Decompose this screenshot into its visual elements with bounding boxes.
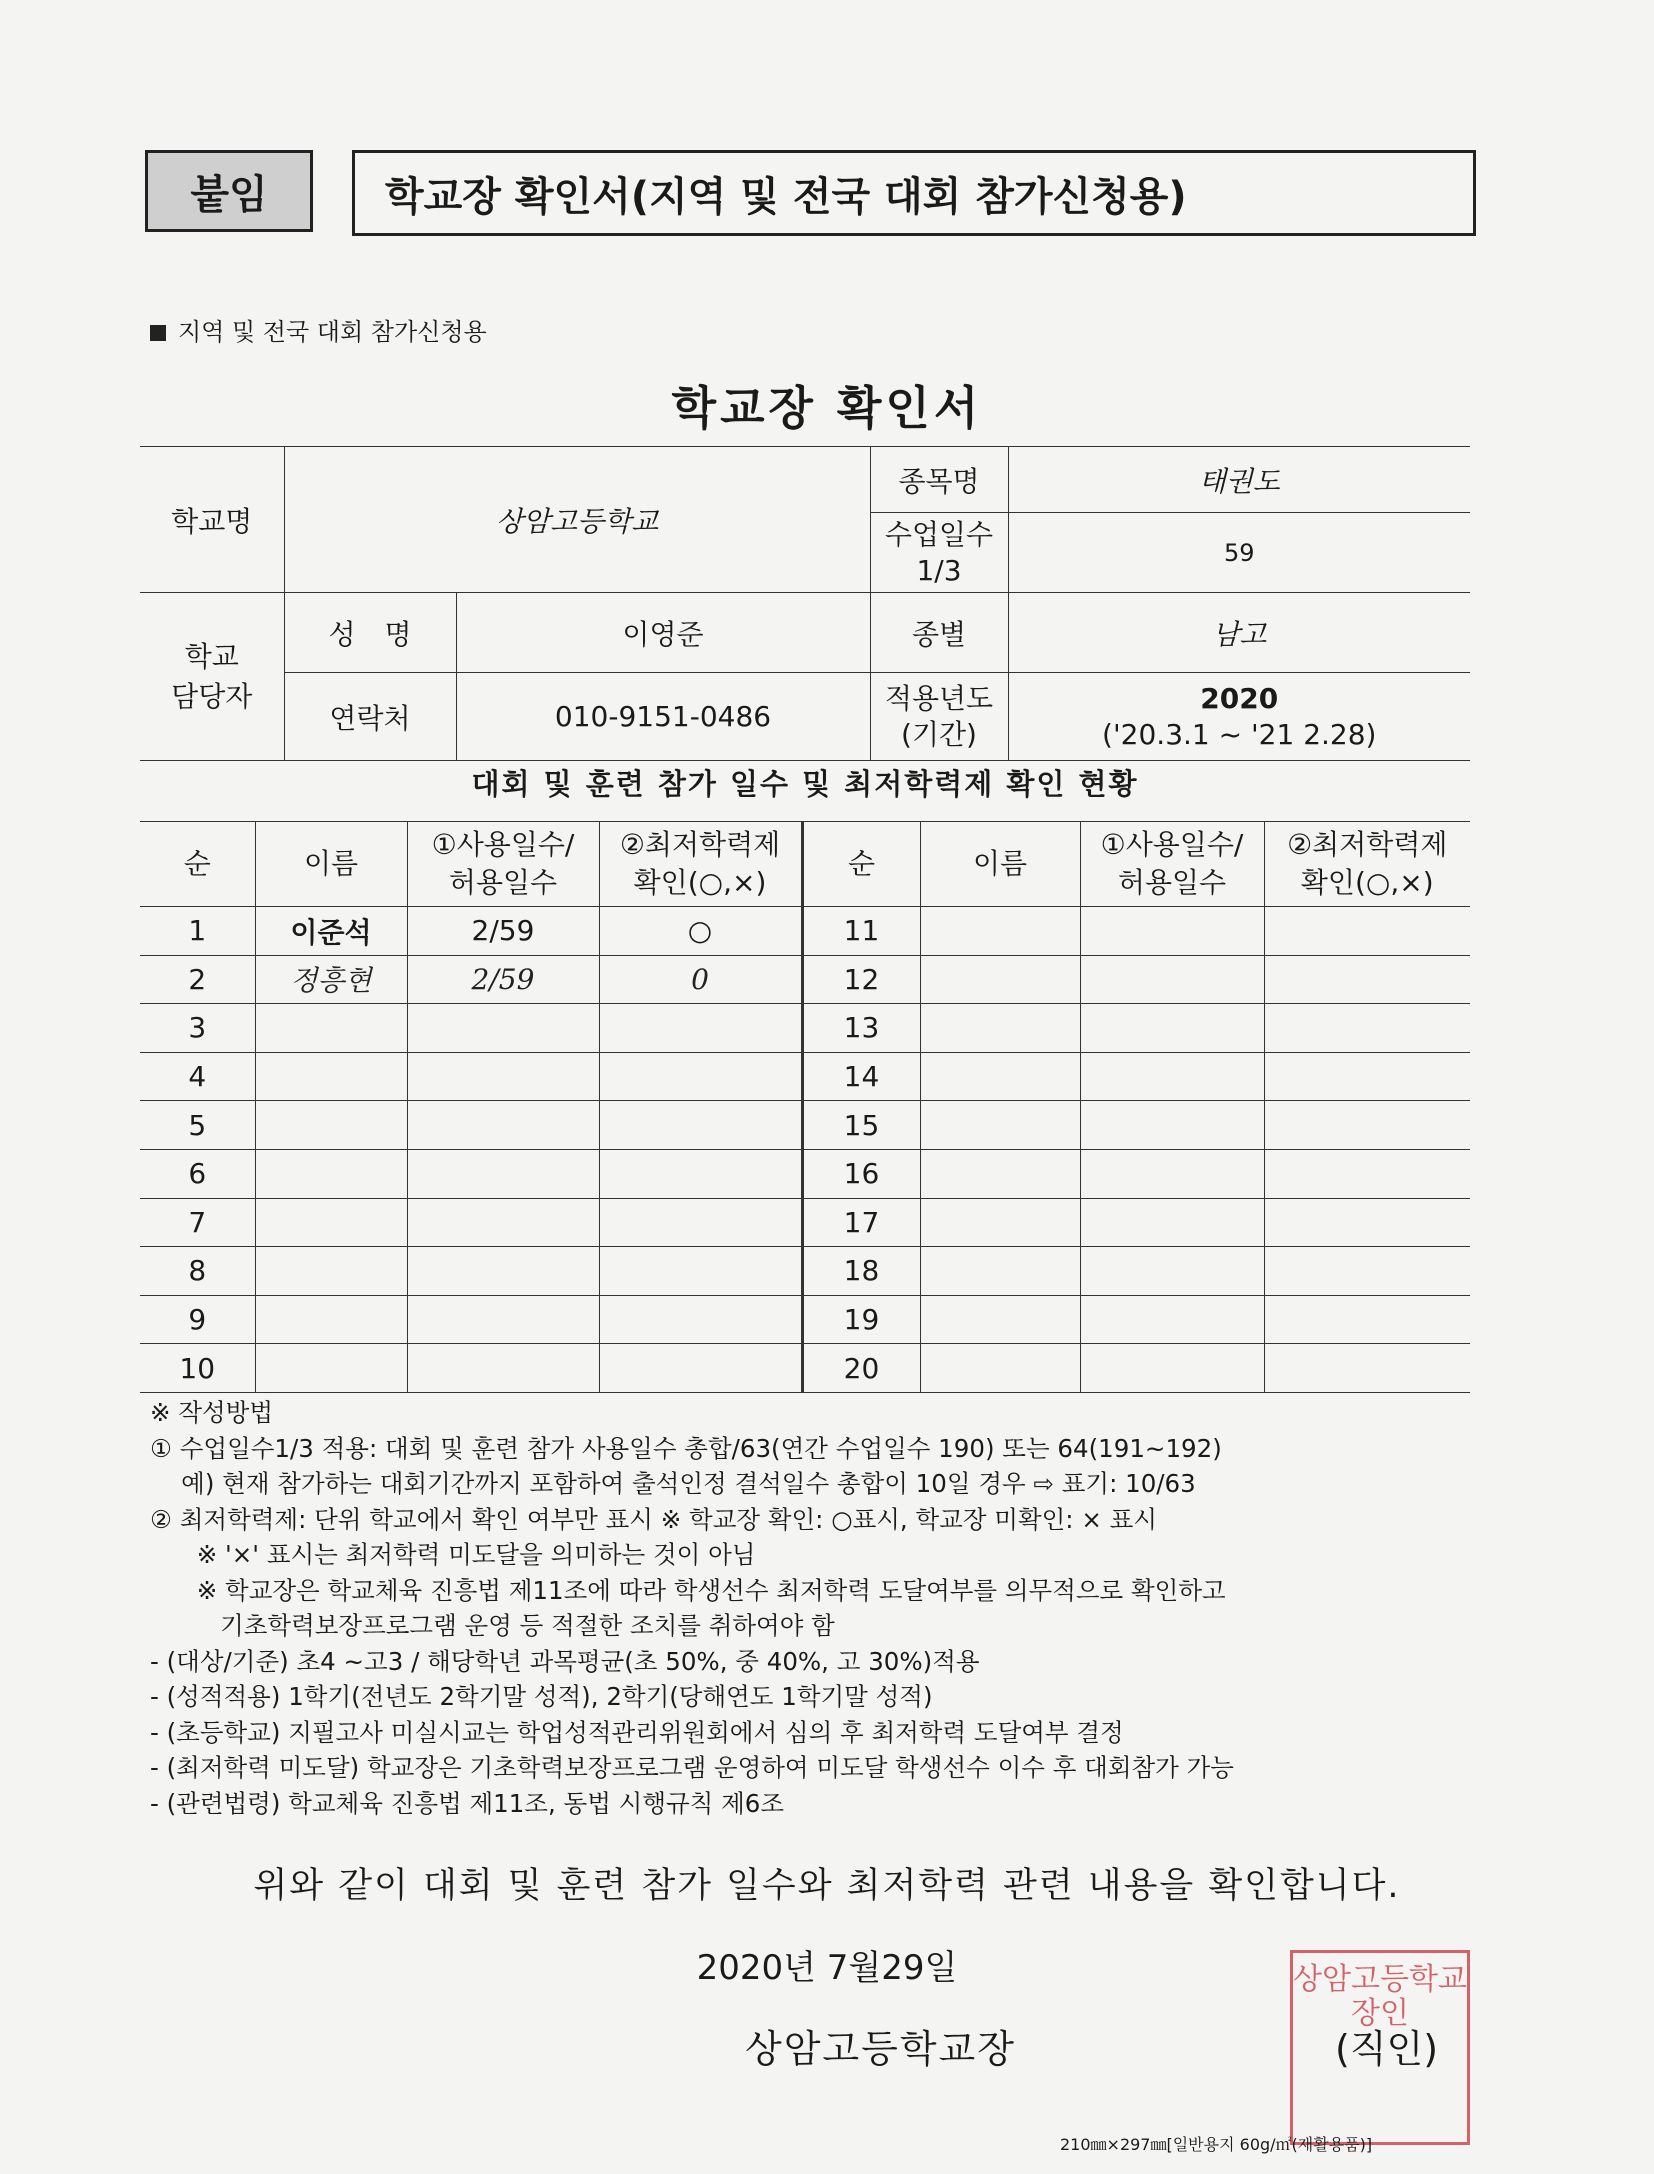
row-days: [1080, 1344, 1264, 1393]
row-name: [920, 1198, 1080, 1247]
event-value: 태권도: [1008, 447, 1470, 513]
row-days: [1080, 1295, 1264, 1344]
row-days: [407, 1344, 599, 1393]
year-value: 2020 ('20.3.1 ~ '21 2.28): [1008, 673, 1470, 761]
row-days: 2/59: [407, 955, 599, 1004]
row-number: 11: [802, 907, 920, 956]
row-name: [920, 1344, 1080, 1393]
row-number: 14: [802, 1052, 920, 1101]
row-days: [407, 1198, 599, 1247]
row-number: 6: [140, 1149, 255, 1198]
table-row: [140, 907, 1470, 956]
row-check: [1264, 907, 1470, 956]
roster-table: [140, 821, 1470, 1393]
person-name-label: 성 명: [284, 593, 456, 673]
table-row: [140, 1247, 1470, 1296]
row-days: [407, 1149, 599, 1198]
page-title: 학교장 확인서: [671, 381, 983, 435]
col-header-no: 순: [802, 822, 920, 907]
row-number: 10: [140, 1344, 255, 1393]
row-number: 20: [802, 1344, 920, 1393]
table-row: [140, 1101, 1470, 1150]
row-number: 19: [802, 1295, 920, 1344]
row-name: [920, 1295, 1080, 1344]
square-bullet-icon: [150, 325, 166, 341]
row-check: [599, 1247, 802, 1296]
paper-spec: 210㎜×297㎜[일반용지 60g/㎡(재활용품)]: [1060, 2135, 1373, 2154]
row-days: [1080, 1149, 1264, 1198]
row-name: [255, 1295, 407, 1344]
table-row: [140, 955, 1470, 1004]
official-seal: 상암고등학교장인: [1290, 1950, 1470, 2145]
col-header-no: 순: [140, 822, 255, 907]
instruction-line: ※ 학교장은 학교체육 진흥법 제11조에 따라 학생선수 최저학력 도달여부를 의무적으로 확인하고: [150, 1575, 1226, 1605]
row-name: [255, 1344, 407, 1393]
row-check: [599, 1198, 802, 1247]
row-number: 16: [802, 1149, 920, 1198]
col-header-days: ①사용일수/ 허용일수: [407, 822, 599, 907]
instruction-line: - (성적적용) 1학기(전년도 2학기말 성적), 2학기(당해연도 1학기말 성적): [150, 1682, 933, 1711]
attachment-tag: 붙임: [145, 150, 313, 232]
confirmation-statement: 위와 같이 대회 및 훈련 참가 일수와 최저학력 관련 내용을 확인합니다.: [253, 1866, 1401, 1906]
person-name-value: 이영준: [456, 593, 870, 673]
row-number: 13: [802, 1004, 920, 1053]
row-number: 9: [140, 1295, 255, 1344]
row-name: [920, 955, 1080, 1004]
school-name-value: 상암고등학교: [284, 447, 870, 593]
row-check: 0: [599, 955, 802, 1004]
year-label: 적용년도 (기간): [870, 673, 1008, 761]
row-check: [1264, 1295, 1470, 1344]
row-name: [255, 1198, 407, 1247]
row-number: 8: [140, 1247, 255, 1296]
instruction-line: ※ '×' 표시는 최저학력 미도달을 의미하는 것이 아님: [150, 1540, 756, 1569]
manager-label: 학교 담당자: [140, 593, 284, 761]
instruction-line: - (대상/기준) 초4 ~고3 / 해당학년 과목평균(초 50%, 중 40%, 고 30%)적용: [150, 1646, 980, 1676]
row-days: [407, 1101, 599, 1150]
row-name: [920, 1247, 1080, 1296]
row-name: [920, 1149, 1080, 1198]
row-check: [1264, 1101, 1470, 1150]
row-name: [255, 1247, 407, 1296]
table-row: [140, 1344, 1470, 1393]
instruction-line: - (관련법령) 학교체육 진흥법 제11조, 동법 시행규칙 제6조: [150, 1788, 785, 1818]
row-check: [1264, 1247, 1470, 1296]
row-days: [1080, 1004, 1264, 1053]
row-check: [1264, 1149, 1470, 1198]
row-check: [599, 1004, 802, 1053]
row-check: [1264, 1344, 1470, 1393]
row-days: [1080, 1198, 1264, 1247]
row-check: [1264, 955, 1470, 1004]
signing-date: 2020년 7월29일: [696, 1948, 958, 1988]
row-name: [920, 1004, 1080, 1053]
instruction-line: ※ 작성방법: [150, 1398, 273, 1427]
row-name: 이준석: [255, 907, 407, 956]
row-check: ○: [599, 907, 802, 956]
header-title: 학교장 확인서(지역 및 전국 대회 참가신청용): [352, 150, 1476, 236]
instruction-line: ① 수업일수1/3 적용: 대회 및 훈련 참가 사용일수 총합/63(연간 수업일수 190) 또는 64(191~192): [150, 1433, 1222, 1463]
instruction-line: - (최저학력 미도달) 학교장은 기초학력보장프로그램 운영하여 미도달 학생선수 이수 후 대회참가 가능: [150, 1753, 1234, 1782]
instruction-line: 예) 현재 참가하는 대회기간까지 포함하여 출석인정 결석일수 총합이 10일 경우 ⇨ 표기: 10/63: [150, 1469, 1196, 1498]
info-table: [140, 446, 1470, 761]
row-days: [1080, 907, 1264, 956]
row-name: 정흥현: [255, 955, 407, 1004]
table-row: [140, 1052, 1470, 1101]
status-title: 대회 및 훈련 참가 일수 및 최저학력제 확인 현황: [471, 767, 1139, 801]
col-header-check: ②최저학력제 확인(○,×): [599, 822, 802, 907]
instruction-line: 기초학력보장프로그램 운영 등 적절한 조치를 취하여야 함: [150, 1611, 835, 1640]
row-check: [599, 1052, 802, 1101]
row-name: [920, 1052, 1080, 1101]
row-check: [599, 1344, 802, 1393]
row-number: 1: [140, 907, 255, 956]
row-number: 18: [802, 1247, 920, 1296]
contact-label: 연락처: [284, 673, 456, 761]
row-days: [407, 1004, 599, 1053]
instruction-line: - (초등학교) 지필고사 미실시교는 학업성적관리위원회에서 심의 후 최저학력 도달여부 결정: [150, 1717, 1124, 1747]
col-header-check: ②최저학력제 확인(○,×): [1264, 822, 1470, 907]
row-name: [255, 1149, 407, 1198]
row-days: [1080, 1101, 1264, 1150]
school-name-label: 학교명: [140, 447, 284, 593]
row-days: [407, 1052, 599, 1101]
row-name: [255, 1004, 407, 1053]
row-number: 4: [140, 1052, 255, 1101]
row-check: [1264, 1052, 1470, 1101]
row-check: [1264, 1198, 1470, 1247]
instruction-line: ② 최저학력제: 단위 학교에서 확인 여부만 표시 ※ 학교장 확인: ○표시, 학교장 미확인: × 표시: [150, 1504, 1157, 1534]
row-name: [255, 1101, 407, 1150]
row-days: [407, 1295, 599, 1344]
row-days: [1080, 1052, 1264, 1101]
row-check: [599, 1295, 802, 1344]
row-days: [1080, 955, 1264, 1004]
row-number: 17: [802, 1198, 920, 1247]
row-days: 2/59: [407, 907, 599, 956]
col-header-name: 이름: [255, 822, 407, 907]
row-days: [407, 1247, 599, 1296]
table-row: [140, 1004, 1470, 1053]
row-name: [920, 907, 1080, 956]
row-check: [1264, 1004, 1470, 1053]
row-number: 2: [140, 955, 255, 1004]
row-check: [599, 1149, 802, 1198]
row-number: 15: [802, 1101, 920, 1150]
event-label: 종목명: [870, 447, 1008, 513]
table-row: [140, 1295, 1470, 1344]
row-number: 7: [140, 1198, 255, 1247]
row-name: [255, 1052, 407, 1101]
category-label: 종별: [870, 593, 1008, 673]
seal-label: (직인): [1335, 2027, 1439, 2071]
row-name: [920, 1101, 1080, 1150]
principal-title: 상암고등학교장: [745, 2027, 1016, 2071]
instructions: [150, 1395, 1480, 1821]
subtitle: 지역 및 전국 대회 참가신청용: [150, 312, 487, 347]
class-days-value: 59: [1008, 513, 1470, 593]
contact-value: 010-9151-0486: [456, 673, 870, 761]
class-days-label: 수업일수 1/3: [870, 513, 1008, 593]
row-number: 3: [140, 1004, 255, 1053]
table-row: [140, 1149, 1470, 1198]
col-header-name: 이름: [920, 822, 1080, 907]
row-days: [1080, 1247, 1264, 1296]
col-header-days: ①사용일수/ 허용일수: [1080, 822, 1264, 907]
row-number: 5: [140, 1101, 255, 1150]
roster-header-row: [140, 822, 1470, 907]
category-value: 남고: [1008, 593, 1470, 673]
row-check: [599, 1101, 802, 1150]
table-row: [140, 1198, 1470, 1247]
row-number: 12: [802, 955, 920, 1004]
